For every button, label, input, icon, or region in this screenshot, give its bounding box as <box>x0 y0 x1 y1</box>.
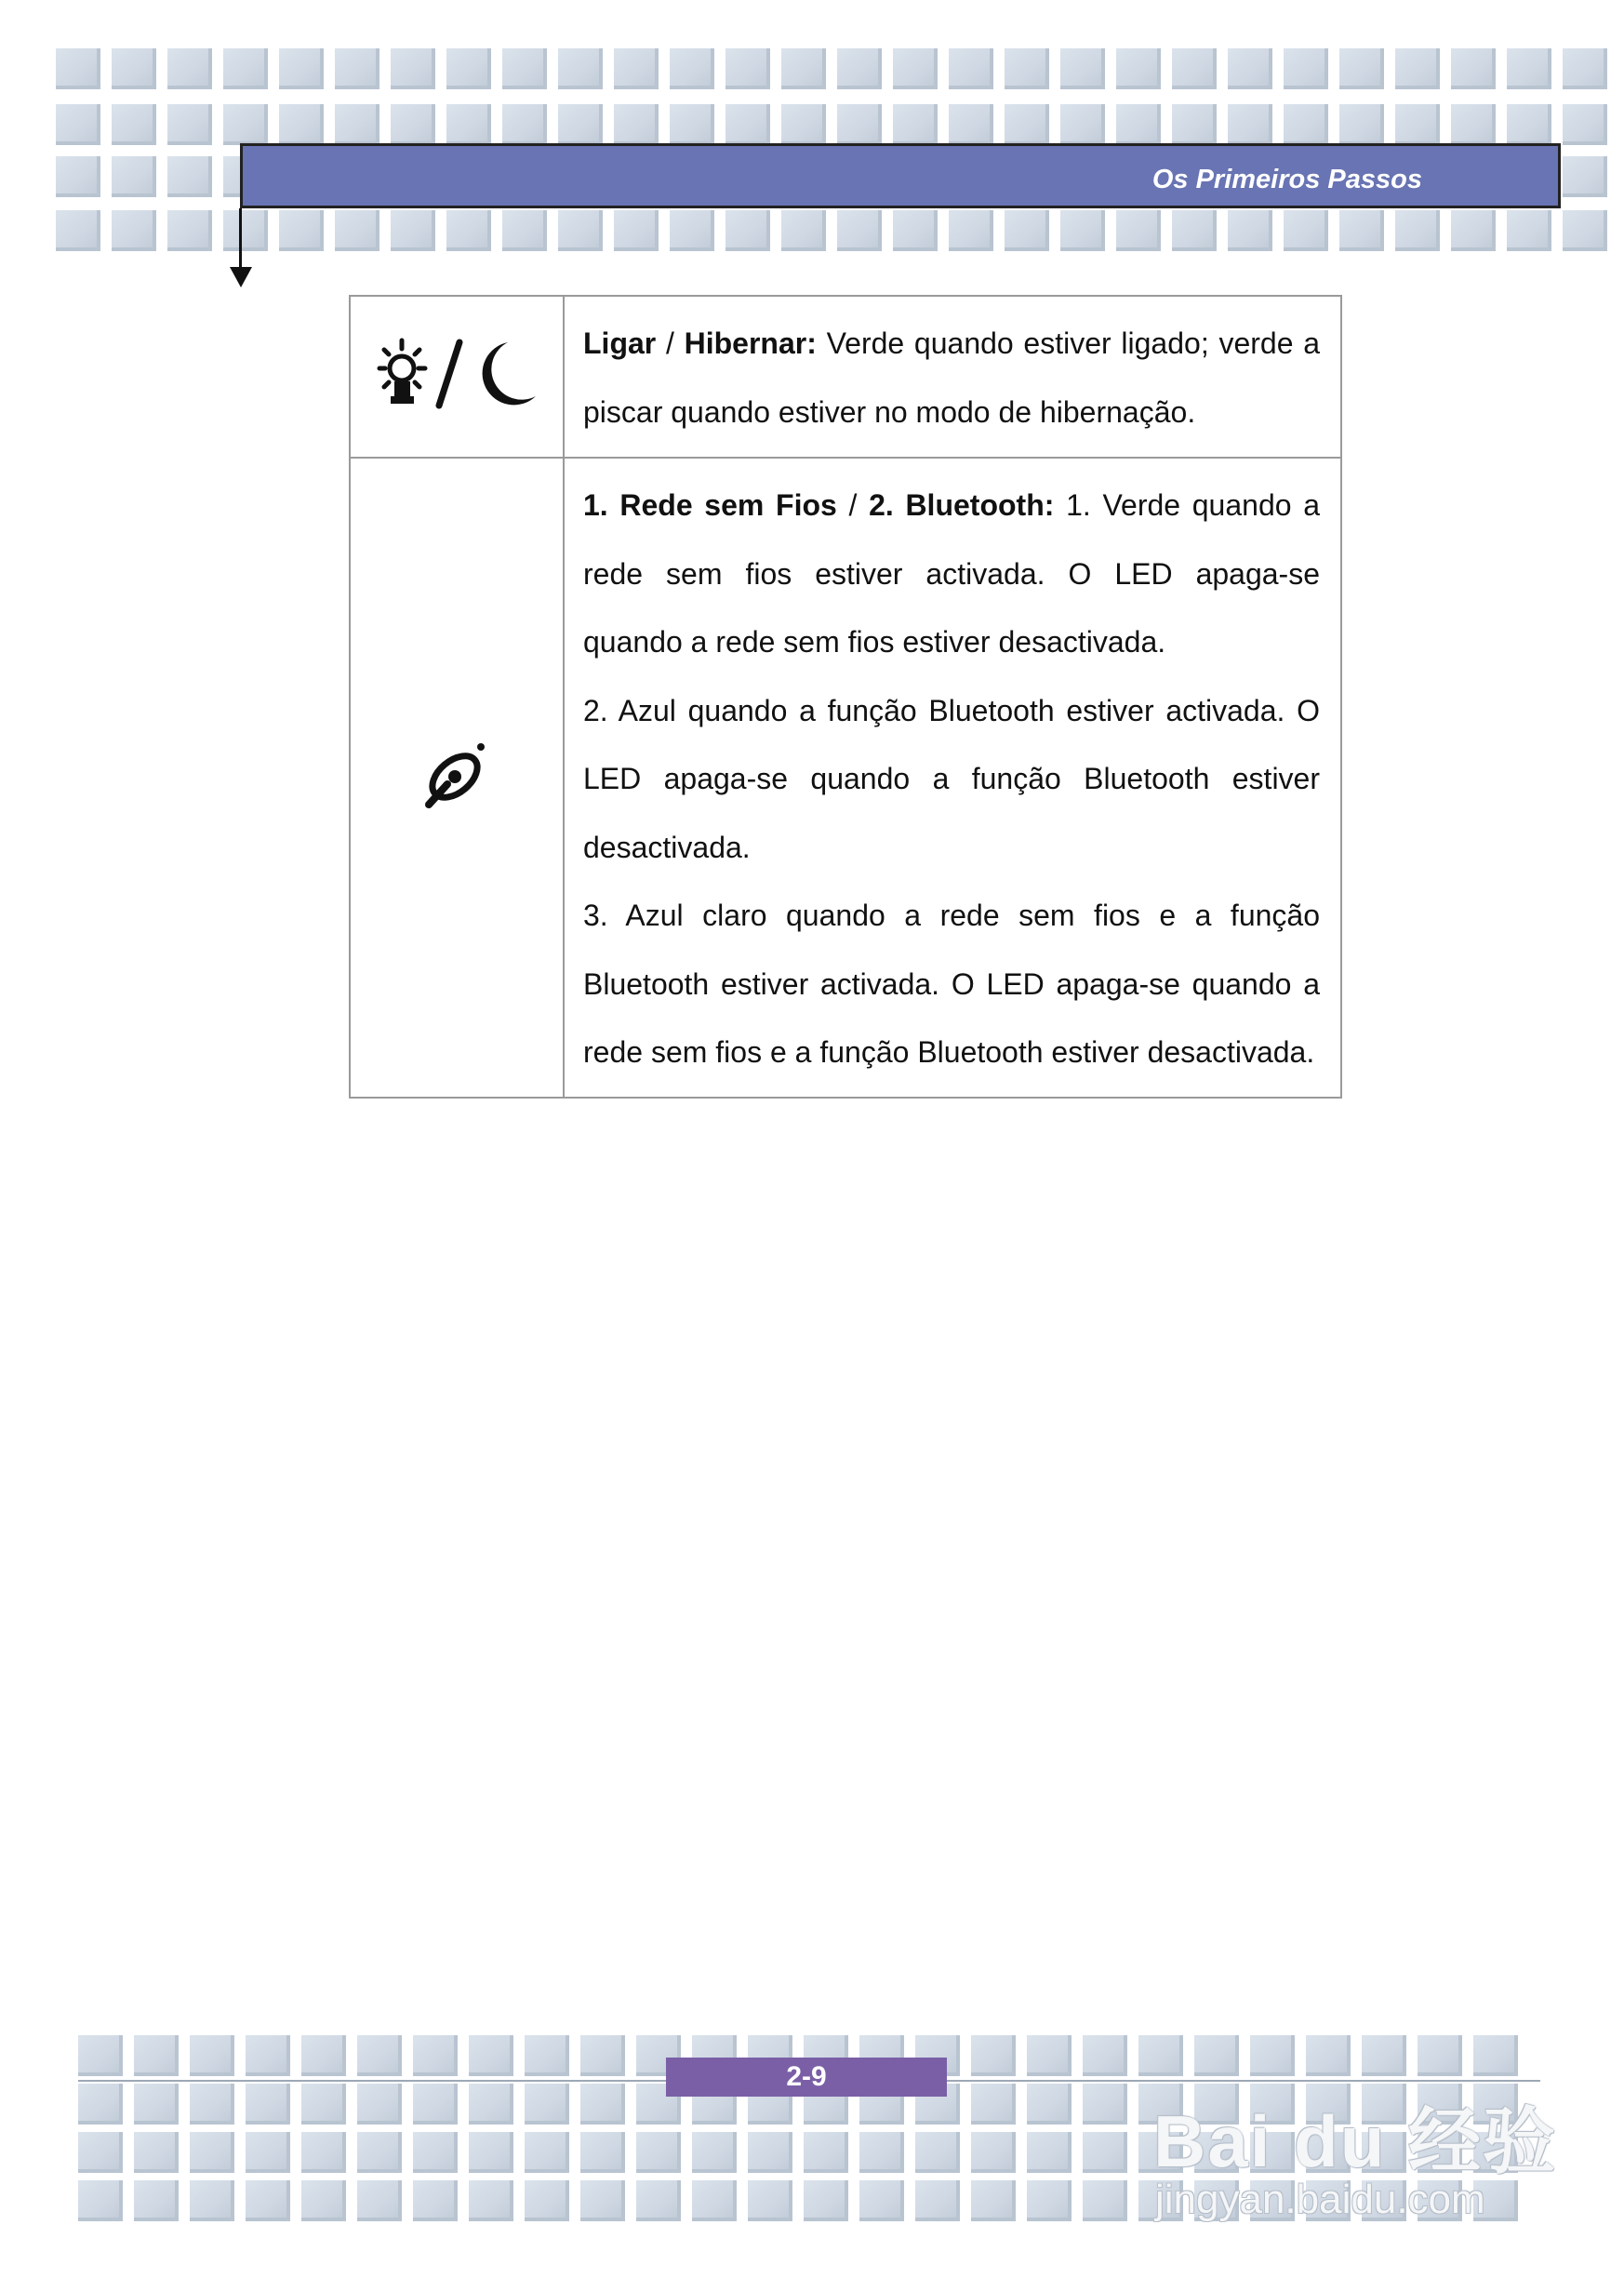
led-description-item-2: 2. Azul quando a função Bluetooth estiver activada. O LED apaga-se quando a função Bluetooth estiver desactivada. <box>583 693 1320 864</box>
decorative-tile <box>692 2180 737 2221</box>
decorative-tile <box>525 2035 569 2076</box>
watermark-brand: Bai du 经验 <box>1153 2100 1558 2182</box>
decorative-tile <box>190 2084 234 2125</box>
decorative-tile <box>190 2180 234 2221</box>
decorative-tile <box>167 210 212 251</box>
decorative-tile <box>413 2180 458 2221</box>
led-description <box>583 472 1320 677</box>
decorative-tile <box>335 48 379 89</box>
decorative-tile <box>301 2180 346 2221</box>
decorative-tile <box>614 210 659 251</box>
decorative-tile <box>78 2084 123 2125</box>
decorative-tile <box>78 2180 123 2221</box>
decorative-tile <box>112 104 156 145</box>
decorative-tile <box>167 156 212 197</box>
decorative-tile <box>446 210 491 251</box>
led-description-item-3: 3. Azul claro quando a rede sem fios e a função Bluetooth estiver activada. O LED apaga-se quando a rede sem fios e a função Bluetooth estiver desactivada. <box>583 899 1320 1069</box>
separator: / <box>836 488 870 522</box>
decorative-tile <box>56 48 100 89</box>
decorative-tile <box>391 48 435 89</box>
decorative-tile <box>1563 104 1607 145</box>
decorative-tile <box>670 104 714 145</box>
decorative-tile <box>915 2180 960 2221</box>
decorative-tile <box>580 2035 625 2076</box>
decorative-tile <box>301 2132 346 2173</box>
decorative-tile <box>1339 104 1384 145</box>
decorative-tile <box>971 2084 1016 2125</box>
table-row <box>350 296 1341 458</box>
decorative-tile <box>525 2132 569 2173</box>
decorative-tile <box>893 48 938 89</box>
decorative-tile <box>223 48 268 89</box>
decorative-tile <box>837 210 882 251</box>
decorative-tile <box>580 2132 625 2173</box>
decorative-tile <box>1027 2035 1072 2076</box>
decorative-tile <box>78 2035 123 2076</box>
decorative-tile <box>502 210 547 251</box>
led-indicator-table <box>349 295 1342 1099</box>
description-cell <box>564 296 1341 458</box>
decorative-tile <box>893 210 938 251</box>
decorative-tile <box>1563 210 1607 251</box>
decorative-tile <box>413 2084 458 2125</box>
decorative-tile <box>1395 210 1440 251</box>
decorative-tile <box>949 104 993 145</box>
decorative-tile <box>1451 104 1496 145</box>
decorative-tile <box>301 2035 346 2076</box>
decorative-tile <box>167 48 212 89</box>
decorative-tile <box>1005 104 1049 145</box>
decorative-tile <box>112 210 156 251</box>
decorative-tile <box>1060 210 1105 251</box>
decorative-tile <box>1563 48 1607 89</box>
decorative-tile <box>279 48 324 89</box>
decorative-tile <box>636 2132 681 2173</box>
decorative-tile <box>357 2132 402 2173</box>
decorative-tile <box>915 2132 960 2173</box>
wireless-bluetooth-icon <box>419 738 494 812</box>
decorative-tile <box>1507 104 1551 145</box>
led-description <box>583 310 1320 446</box>
decorative-tile <box>692 2132 737 2173</box>
decorative-tile <box>1005 48 1049 89</box>
decorative-tile <box>1284 104 1328 145</box>
page-number: 2-9 <box>666 2058 947 2097</box>
decorative-tile <box>357 2084 402 2125</box>
decorative-tile <box>413 2132 458 2173</box>
decorative-tile <box>804 2180 848 2221</box>
decorative-tile <box>525 2180 569 2221</box>
baidu-watermark <box>1144 2028 1558 2232</box>
decorative-tile <box>971 2180 1016 2221</box>
decorative-tile <box>469 2035 513 2076</box>
decorative-tile <box>1507 210 1551 251</box>
decorative-tile <box>1027 2180 1072 2221</box>
decorative-tile <box>56 210 100 251</box>
decorative-tile <box>558 104 603 145</box>
decorative-tile <box>725 210 770 251</box>
decorative-tile <box>335 104 379 145</box>
decorative-tile <box>279 104 324 145</box>
decorative-tile <box>1116 48 1161 89</box>
down-arrow-icon <box>230 267 252 287</box>
decorative-tile <box>893 104 938 145</box>
decorative-tile <box>670 48 714 89</box>
decorative-tile <box>859 2180 904 2221</box>
decorative-tile <box>246 2084 290 2125</box>
decorative-tile <box>446 48 491 89</box>
decorative-tile <box>670 210 714 251</box>
decorative-tile <box>134 2180 179 2221</box>
decorative-tile <box>502 48 547 89</box>
led-text: Verde quando estiver ligado; verde a piscar quando estiver no modo de hibernação. <box>583 326 1321 429</box>
decorative-tile <box>335 210 379 251</box>
decorative-tile <box>580 2084 625 2125</box>
decorative-tile <box>614 48 659 89</box>
decorative-tile <box>446 104 491 145</box>
decorative-tile <box>246 2180 290 2221</box>
header-arrow-line <box>239 208 242 270</box>
decorative-tile <box>636 2180 681 2221</box>
decorative-tile <box>78 2132 123 2173</box>
decorative-tile <box>725 104 770 145</box>
decorative-tile <box>1083 2035 1127 2076</box>
decorative-tile <box>781 48 826 89</box>
decorative-tile <box>413 2035 458 2076</box>
decorative-tile <box>134 2035 179 2076</box>
led-name-bluetooth: 2. Bluetooth: <box>869 488 1055 522</box>
decorative-tile <box>1563 156 1607 197</box>
decorative-tile <box>748 2132 792 2173</box>
decorative-tile <box>1083 2180 1127 2221</box>
decorative-tile <box>190 2132 234 2173</box>
decorative-tile <box>357 2035 402 2076</box>
decorative-tile <box>502 104 547 145</box>
section-title: Os Primeiros Passos <box>1151 165 1422 194</box>
icon-cell <box>350 296 564 458</box>
led-name-wireless: 1. Rede sem Fios <box>583 488 837 522</box>
decorative-tile <box>1395 48 1440 89</box>
decorative-tile <box>223 210 268 251</box>
section-header-bar <box>240 143 1561 208</box>
decorative-tile <box>134 2084 179 2125</box>
decorative-tile <box>748 2180 792 2221</box>
decorative-tile <box>279 210 324 251</box>
decorative-tile <box>837 48 882 89</box>
led-name-power: Ligar <box>583 326 657 360</box>
decorative-tile <box>1027 2084 1072 2125</box>
decorative-tile <box>391 210 435 251</box>
decorative-tile <box>1116 210 1161 251</box>
decorative-tile <box>469 2084 513 2125</box>
decorative-tile <box>859 2132 904 2173</box>
led-name-hibernate: Hibernar: <box>684 326 817 360</box>
decorative-tile <box>1083 2084 1127 2125</box>
decorative-tile <box>1172 48 1217 89</box>
led-text: 1. Verde quando a rede sem fios estiver activada. O LED apaga-se quando a rede sem fios estiver desactivada. <box>583 488 1321 659</box>
decorative-tile <box>56 156 100 197</box>
icon-cell <box>350 458 564 1098</box>
decorative-tile <box>949 210 993 251</box>
decorative-tile <box>781 104 826 145</box>
decorative-tile <box>1116 104 1161 145</box>
decorative-tile <box>1339 210 1384 251</box>
decorative-tile <box>558 210 603 251</box>
decorative-tile <box>1507 48 1551 89</box>
decorative-tile <box>971 2035 1016 2076</box>
decorative-tile <box>246 2132 290 2173</box>
decorative-tile <box>1339 48 1384 89</box>
power-hibernate-icon <box>368 333 545 417</box>
decorative-tile <box>190 2035 234 2076</box>
decorative-tile <box>112 156 156 197</box>
decorative-tile <box>837 104 882 145</box>
decorative-tile <box>1027 2132 1072 2173</box>
decorative-tile <box>469 2132 513 2173</box>
decorative-tile <box>949 48 993 89</box>
decorative-tile <box>301 2084 346 2125</box>
decorative-tile <box>1284 48 1328 89</box>
decorative-tile <box>525 2084 569 2125</box>
separator: / <box>656 326 685 360</box>
decorative-tile <box>1395 104 1440 145</box>
decorative-tile <box>134 2132 179 2173</box>
decorative-tile <box>558 48 603 89</box>
decorative-tile <box>1228 104 1272 145</box>
decorative-tile <box>112 48 156 89</box>
decorative-tile <box>1060 48 1105 89</box>
decorative-tile <box>781 210 826 251</box>
decorative-tile <box>1083 2132 1127 2173</box>
decorative-tile <box>1451 210 1496 251</box>
decorative-tile <box>1172 210 1217 251</box>
decorative-tile <box>469 2180 513 2221</box>
decorative-tile <box>725 48 770 89</box>
decorative-tile <box>246 2035 290 2076</box>
decorative-tile <box>391 104 435 145</box>
decorative-tile <box>804 2132 848 2173</box>
description-cell <box>564 458 1341 1098</box>
decorative-tile <box>167 104 212 145</box>
decorative-tile <box>223 104 268 145</box>
decorative-tile <box>56 104 100 145</box>
decorative-tile <box>1451 48 1496 89</box>
margin-spacer <box>0 0 56 260</box>
table-row <box>350 458 1341 1098</box>
decorative-tile <box>614 104 659 145</box>
decorative-tile <box>1172 104 1217 145</box>
decorative-tile <box>1228 48 1272 89</box>
decorative-tile <box>580 2180 625 2221</box>
decorative-tile <box>1060 104 1105 145</box>
decorative-tile <box>971 2132 1016 2173</box>
decorative-tile <box>1228 210 1272 251</box>
decorative-tile <box>1284 210 1328 251</box>
decorative-tile <box>1005 210 1049 251</box>
watermark-url: jingyan.baidu.com <box>1155 2177 1485 2222</box>
decorative-tile <box>357 2180 402 2221</box>
